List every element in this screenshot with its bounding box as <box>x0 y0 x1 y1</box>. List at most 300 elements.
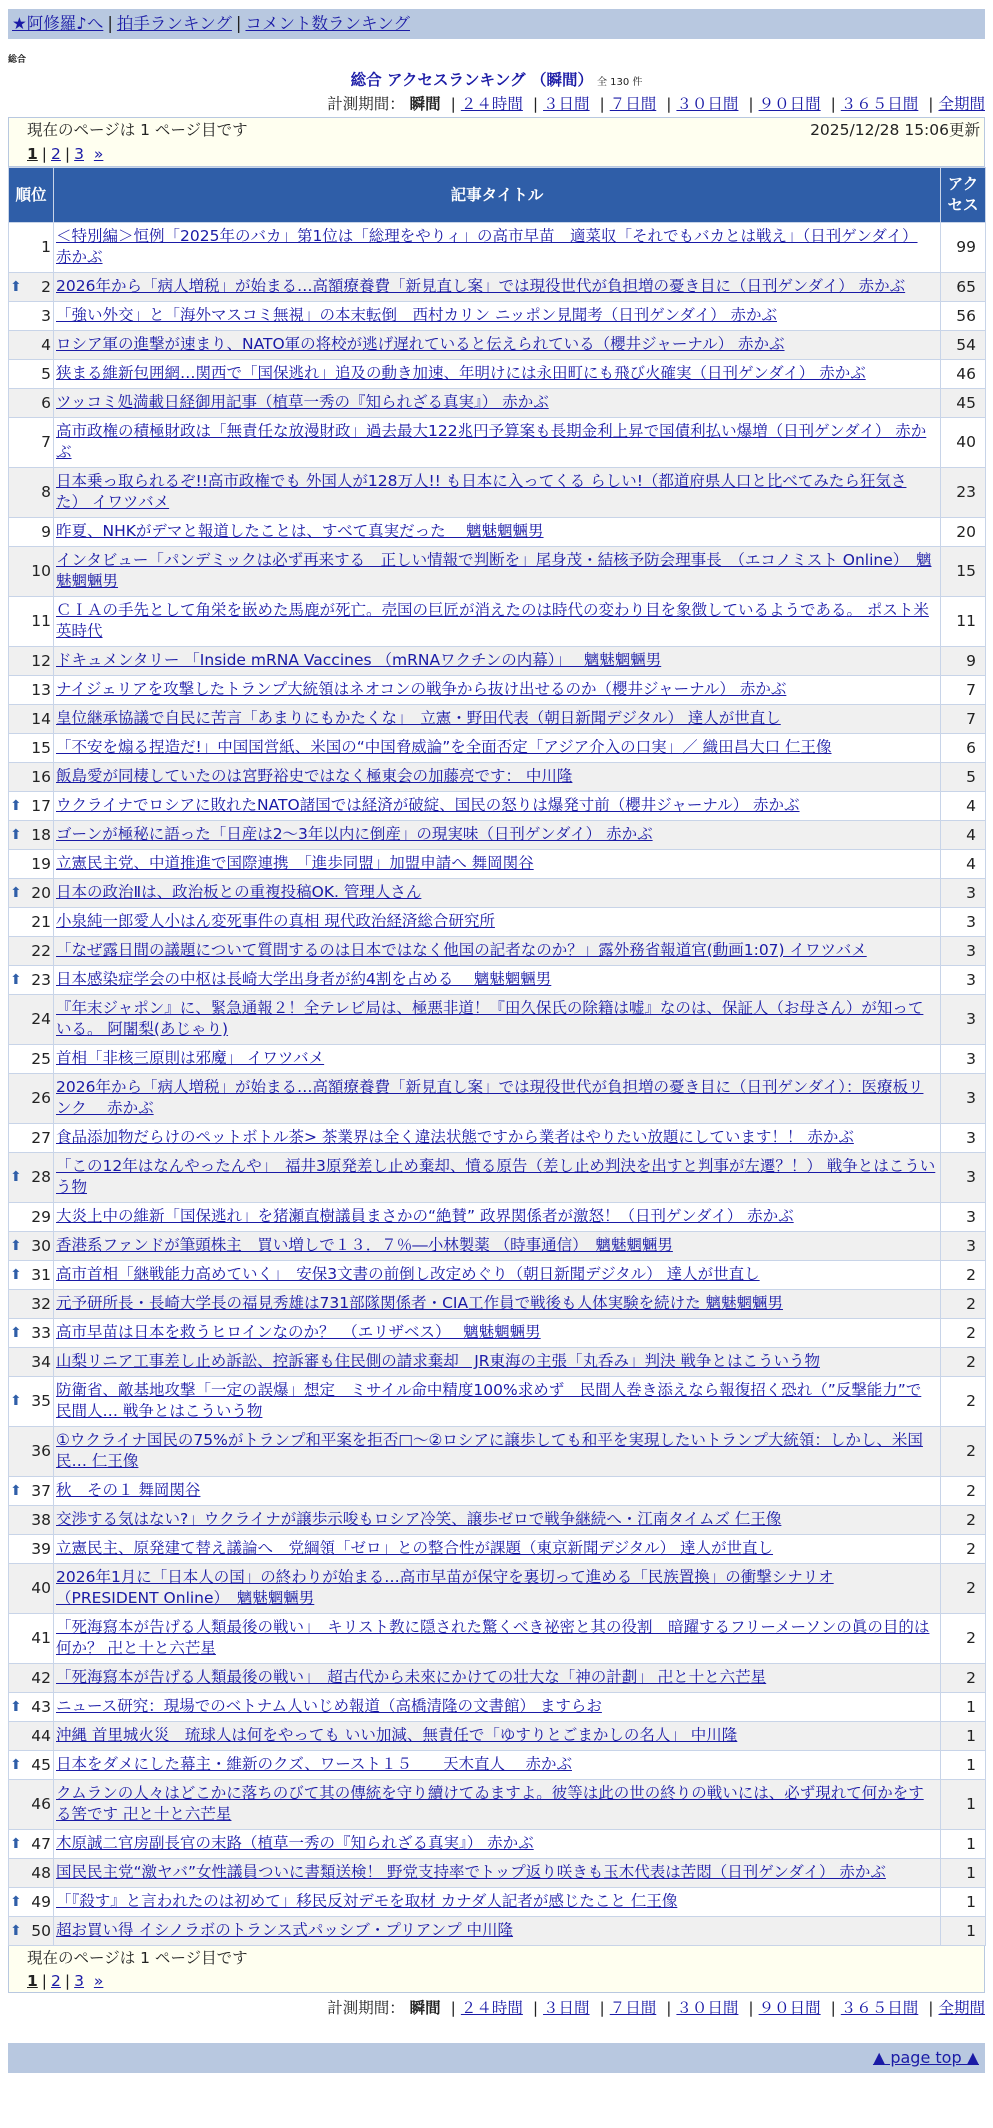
rank-cell <box>9 1203 54 1232</box>
table-row <box>9 647 986 676</box>
period-link-3d[interactable]: ３日間 <box>543 95 590 113</box>
access-count: 2 <box>941 1564 986 1614</box>
article-title-link[interactable]: ウクライナでロシアに敗れたNATO諸国では経済が破綻、国民の怒りは爆発寸前（櫻井ジャーナル） 赤かぶ <box>56 796 800 814</box>
table-row <box>9 966 986 995</box>
table-row <box>9 1203 986 1232</box>
table-row <box>9 597 986 647</box>
access-count: 40 <box>941 418 986 468</box>
total-count: 全 130 件 <box>596 77 643 88</box>
article-title-link[interactable]: 『年末ジャポン』に、緊急通報２！全テレビ局は、極悪非道！『田久保氏の除籍は嘘』なのは、保証人（お母さん）が知っている。 阿闍梨(あじゃり) <box>56 999 924 1038</box>
article-title-link[interactable]: 高市早苗は日本を救うヒロインなのか？ （エリザベス） 魑魅魍魎男 <box>56 1323 541 1341</box>
rank-cell <box>9 1377 54 1427</box>
rank-number: 47 <box>31 1834 51 1853</box>
title-cell <box>54 1232 941 1261</box>
access-count: 65 <box>941 273 986 302</box>
access-count: 3 <box>941 908 986 937</box>
table-row <box>9 1319 986 1348</box>
access-count: 1 <box>941 1917 986 1946</box>
article-title-link[interactable]: 立憲民主党、中道推進で国際連携 「進歩同盟」加盟申請へ 舞岡関谷 <box>56 854 534 872</box>
rank-number: 5 <box>41 364 51 383</box>
article-title-link[interactable]: インタビュー「パンデミックは必ず再来する 正しい情報で判断を」尾身茂・結核予防会理事長 （エコノミスト Online） 魑魅魍魎男 <box>56 551 932 590</box>
rank-number: 45 <box>31 1755 51 1774</box>
page-top-link[interactable]: ▲ page top ▲ <box>872 2048 979 2067</box>
period-selector-top <box>8 91 985 117</box>
rank-number: 33 <box>31 1323 51 1342</box>
title-cell <box>54 1261 941 1290</box>
title-cell <box>54 1506 941 1535</box>
table-row <box>9 418 986 468</box>
title-cell <box>54 1290 941 1319</box>
title-cell <box>54 468 941 518</box>
title-cell <box>54 1693 941 1722</box>
period-link-365d[interactable]: ３６５日間 <box>840 95 919 113</box>
table-row <box>9 850 986 879</box>
access-count: 99 <box>941 223 986 273</box>
rank-cell <box>9 763 54 792</box>
separator: | <box>235 14 242 33</box>
rank-number: 29 <box>31 1207 51 1226</box>
rank-number: 35 <box>31 1392 51 1410</box>
rank-cell <box>9 676 54 705</box>
article-title-link[interactable]: ＣＩＡの手先として角栄を嵌めた馬鹿が死亡。売国の巨匠が消えたのは時代の変わり目を象徴しているようである。 ポスト米英時代 <box>56 601 929 640</box>
access-count: 3 <box>941 966 986 995</box>
pager-current-page: 1 <box>27 145 38 163</box>
top-link-applause-ranking[interactable]: 拍手ランキング <box>116 14 232 33</box>
rank-up-arrow-icon: ⬆ <box>10 1922 22 1939</box>
table-row <box>9 1614 986 1664</box>
article-title-link[interactable]: 香港系ファンドが筆頭株主 買い増しで１３．７％―小林製薬 （時事通信） 魑魅魍魎男 <box>56 1236 673 1254</box>
rank-number: 37 <box>31 1481 51 1500</box>
article-title-link[interactable]: 日本感染症学会の中枢は長崎大学出身者が約4割を占める 魑魅魍魎男 <box>56 970 552 988</box>
rank-up-arrow-icon: ⬆ <box>10 1266 22 1283</box>
title-cell <box>54 850 941 879</box>
rank-cell <box>9 389 54 418</box>
rank-cell <box>9 331 54 360</box>
pager-current-page: 1 <box>27 1972 38 1990</box>
top-link-comment-ranking[interactable]: コメント数ランキング <box>245 14 410 33</box>
table-row <box>9 676 986 705</box>
article-title-link[interactable]: 「強い外交」と「海外マスコミ無視」の本末転倒 西村カリン ニッポン見聞考（日刊ゲンダイ） 赤かぶ <box>56 306 777 324</box>
category-label: 総合 <box>8 55 27 65</box>
article-title-link[interactable]: 防衛省、敵基地攻撃「一定の誤爆」想定 ミサイル命中精度100%求めず 民間人巻き添えなら報復招く恐れ（”反撃能力”で民間人… 戦争とはこういう物 <box>56 1381 922 1420</box>
table-row <box>9 1290 986 1319</box>
rank-number: 40 <box>31 1579 51 1597</box>
article-title-link[interactable]: ＜特別編＞恒例「2025年のバカ」第1位は「総理をやりィ」の高市早苗 適菜収「それでもバカとは戦え」（日刊ゲンダイ） 赤かぶ <box>56 227 918 266</box>
table-row <box>9 792 986 821</box>
period-current: 瞬間 <box>409 1999 441 2017</box>
table-header-row <box>9 168 986 223</box>
period-label: 計測期間： <box>327 95 405 113</box>
separator: | <box>450 1999 456 2017</box>
header-count: アクセス <box>941 168 986 223</box>
access-count: 4 <box>941 792 986 821</box>
rank-number: 21 <box>31 912 51 931</box>
access-count: 2 <box>941 1664 986 1693</box>
rank-number: 16 <box>31 767 51 786</box>
period-current: 瞬間 <box>409 95 441 113</box>
access-count: 4 <box>941 850 986 879</box>
article-title-link[interactable]: 立憲民主、原発建て替え議論へ 党綱領「ゼロ」との整合性が課題（東京新聞デジタル） 達人が世直し <box>56 1539 774 1557</box>
ranking-title: 総合 アクセスランキング （瞬間） <box>350 71 593 89</box>
title-cell <box>54 1203 941 1232</box>
table-row <box>9 1693 986 1722</box>
title-cell <box>54 597 941 647</box>
title-cell <box>54 879 941 908</box>
access-count: 1 <box>941 1722 986 1751</box>
title-cell <box>54 937 941 966</box>
period-link-90d[interactable]: ９０日間 <box>758 95 821 113</box>
access-count: 1 <box>941 1888 986 1917</box>
rank-number: 1 <box>41 238 51 256</box>
rank-number: 43 <box>31 1697 51 1716</box>
rank-cell <box>9 937 54 966</box>
period-link-all[interactable]: 全期間 <box>938 95 985 113</box>
rank-cell <box>9 705 54 734</box>
period-link-all[interactable]: 全期間 <box>938 1999 985 2017</box>
separator: | <box>928 95 934 113</box>
separator: | <box>532 95 539 113</box>
pager-link-page-3[interactable]: 3 <box>74 145 85 163</box>
title-cell <box>54 223 941 273</box>
separator: | <box>748 95 754 113</box>
article-title-link[interactable]: 山梨リニア工事差し止め訴訟、控訴審も住民側の請求棄却 JR東海の主張「丸呑み」判決 戦争とはこういう物 <box>56 1352 820 1370</box>
pager-link-page-3[interactable]: 3 <box>74 1972 85 1990</box>
table-row <box>9 763 986 792</box>
article-title-link[interactable]: 食品添加物だらけのペットボトル茶> 茶業界は全く違法状態ですから業者はやりたい放題にしています！！ 赤かぶ <box>56 1128 854 1146</box>
article-title-link[interactable]: 皇位継承協議で自民に苦言「あまりにもかたくな」 立憲・野田代表（朝日新聞デジタル） 達人が世直し <box>56 709 781 727</box>
article-title-link[interactable]: 高市政権の積極財政は「無責任な放漫財政」過去最大122兆円予算案も長期金利上昇で国債利払い爆増（日刊ゲンダイ） 赤かぶ <box>56 422 927 461</box>
table-row <box>9 360 986 389</box>
table-row <box>9 879 986 908</box>
access-count: 54 <box>941 331 986 360</box>
period-link-30d[interactable]: ３０日間 <box>676 95 739 113</box>
rank-number: 24 <box>31 1010 51 1028</box>
footer-bar <box>8 2043 985 2073</box>
title-cell <box>54 676 941 705</box>
access-count: 2 <box>941 1477 986 1506</box>
access-count: 20 <box>941 518 986 547</box>
rank-cell <box>9 995 54 1045</box>
separator: | <box>450 95 456 113</box>
rank-number: 27 <box>31 1128 51 1147</box>
access-count: 1 <box>941 1780 986 1830</box>
pager-link-page-2[interactable]: 2 <box>51 145 61 163</box>
table-row <box>9 273 986 302</box>
article-title-link[interactable]: 「この12年はなんやったんや」 福井3原発差し止め棄却、憤る原告（差し止め判決を出すと判事が左遷？！） 戦争とはこういう物 <box>56 1157 936 1196</box>
separator: | <box>64 145 71 163</box>
pager-next-link[interactable]: » <box>93 1972 104 1990</box>
table-row <box>9 1348 986 1377</box>
access-count: 56 <box>941 302 986 331</box>
period-link-24h[interactable]: ２４時間 <box>460 95 523 113</box>
table-row <box>9 1261 986 1290</box>
title-cell <box>54 518 941 547</box>
separator: | <box>599 95 605 113</box>
rank-number: 9 <box>41 522 51 541</box>
rank-up-arrow-icon: ⬆ <box>10 278 22 295</box>
article-title-link[interactable]: 2026年から「病人増税」が始まる…高額療養費「新見直し案」では現役世代が負担増の憂き目に（日刊ゲンダイ）：医療板リンク 赤かぶ <box>56 1078 924 1117</box>
separator: | <box>928 1999 934 2017</box>
title-cell <box>54 547 941 597</box>
article-title-link[interactable]: 昨夏、NHKがデマと報道したことは、すべて真実だった 魑魅魍魎男 <box>56 522 544 540</box>
rank-up-arrow-icon: ⬆ <box>10 1237 22 1254</box>
table-row <box>9 937 986 966</box>
article-title-link[interactable]: 「死海寫本が告げる人類最後の戦い」 キリスト教に隠された驚くべき祕密と其の役割 暗躍するフリーメーソンの眞の目的は何か？ 卍と十と六芒星 <box>56 1618 930 1657</box>
separator: | <box>599 1999 605 2017</box>
article-title-link[interactable]: 高市首相「継戦能力高めていく」 安保3文書の前倒し改定めぐり（朝日新聞デジタル） 達人が世直し <box>56 1265 760 1283</box>
article-title-link[interactable]: 2026年1月に「日本人の国」の終わりが始まる…高市早苗が保守を裏切って進める「民族置換」の衝撃シナリオ （PRESIDENT Online） 魑魅魍魎男 <box>56 1568 834 1607</box>
rank-cell <box>9 1614 54 1664</box>
article-title-link[interactable]: ドキュメンタリー 「Inside mRNA Vaccines （mRNAワクチンの内幕）」 魑魅魍魎男 <box>56 651 662 669</box>
article-title-link[interactable]: 沖縄 首里城火災 琉球人は何をやっても いい加減、無責任で「ゆすりとごまかしの名人」 中川隆 <box>56 1726 738 1744</box>
rank-number: 2 <box>41 277 51 296</box>
title-cell <box>54 1427 941 1477</box>
period-selector-bottom <box>8 1995 985 2021</box>
pager-bottom <box>9 1970 984 1992</box>
pager-next-link[interactable]: » <box>93 145 104 163</box>
table-row <box>9 1506 986 1535</box>
period-link-7d[interactable]: ７日間 <box>609 1999 657 2017</box>
article-title-link[interactable]: 国民民主党“激ヤバ”女性議員ついに書類送検！ 野党支持率でトップ返り咲きも玉木代表は苦悶（日刊ゲンダイ） 赤かぶ <box>56 1863 886 1881</box>
article-title-link[interactable]: 交渉する気はない?」ウクライナが譲歩示唆もロシア冷笑、譲歩ゼロで戦争継続へ・江南タイムズ 仁王像 <box>56 1510 782 1528</box>
article-title-link[interactable]: 小泉純一郎愛人小はん変死事件の真相 現代政治経済総合研究所 <box>56 912 495 930</box>
rank-number: 15 <box>31 738 51 757</box>
access-count: 3 <box>941 995 986 1045</box>
rank-cell <box>9 597 54 647</box>
access-count: 2 <box>941 1290 986 1319</box>
separator: | <box>64 1972 71 1990</box>
rank-cell <box>9 734 54 763</box>
rank-cell <box>9 468 54 518</box>
article-title-link[interactable]: 首相「非核三原則は邪魔」 イワツバメ <box>56 1049 325 1067</box>
top-nav-bar <box>8 9 985 39</box>
article-title-link[interactable]: 「『殺す』と言われたのは初めて」移民反対デモを取材 カナダ人記者が感じたこと 仁王像 <box>56 1892 678 1910</box>
article-title-link[interactable]: ゴーンが極秘に語った「日産は2～3年以内に倒産」の現実味（日刊ゲンダイ） 赤かぶ <box>56 825 653 843</box>
title-cell <box>54 418 941 468</box>
table-row <box>9 1751 986 1780</box>
access-count: 2 <box>941 1506 986 1535</box>
title-cell <box>54 1535 941 1564</box>
rank-number: 31 <box>31 1265 51 1284</box>
rank-number: 49 <box>31 1892 51 1911</box>
article-title-link[interactable]: 元予研所長・長崎大学長の福見秀雄は731部隊関係者・CIA工作員で戦後も人体実験を続けた 魑魅魍魎男 <box>56 1294 784 1312</box>
article-title-link[interactable]: クムランの人々はどこかに落ちのびて其の傳統を守り續けてゐますよ。彼等は此の世の終りの戦いには、必ず現れて何かをする筈です 卍と十と六芒星 <box>56 1784 924 1823</box>
article-title-link[interactable]: 大炎上中の維新「国保逃れ」を猪瀬直樹議員まさかの“絶賛” 政界関係者が激怒！（日刊ゲンダイ） 赤かぶ <box>56 1207 794 1225</box>
rank-cell <box>9 1153 54 1203</box>
access-count: 3 <box>941 1124 986 1153</box>
article-title-link[interactable]: 日本をダメにした幕主・維新のクズ、ワースト１５ 天木直人 赤かぶ <box>56 1755 572 1773</box>
rank-cell <box>9 1319 54 1348</box>
article-title-link[interactable]: ナイジェリアを攻撃したトランプ大統領はネオコンの戦争から抜け出せるのか（櫻井ジャーナル） 赤かぶ <box>56 680 787 698</box>
rank-up-arrow-icon: ⬆ <box>10 826 22 843</box>
title-cell <box>54 763 941 792</box>
rank-up-arrow-icon: ⬆ <box>10 1324 22 1341</box>
rank-number: 13 <box>31 680 51 699</box>
pager-link-page-2[interactable]: 2 <box>51 1972 61 1990</box>
article-title-link[interactable]: 飯島愛が同棲していたのは宮野裕史ではなく極東会の加藤亮です： 中川隆 <box>56 767 573 785</box>
article-title-link[interactable]: ロシア軍の進撃が速まり、NATO軍の将校が逃げ遅れていると伝えられている（櫻井ジャーナル） 赤かぶ <box>56 335 785 353</box>
rank-number: 26 <box>31 1089 51 1107</box>
rank-cell <box>9 1722 54 1751</box>
article-title-link[interactable]: 「死海寫本が告げる人類最後の戦い」 超古代から未來にかけての壮大な「神の計劃」 卍と十と六芒星 <box>56 1668 767 1686</box>
rank-cell <box>9 1917 54 1946</box>
rank-up-arrow-icon: ⬆ <box>10 884 22 901</box>
rank-number: 22 <box>31 941 51 960</box>
page-info-box <box>8 117 985 167</box>
access-count: 1 <box>941 1751 986 1780</box>
rank-cell <box>9 223 54 273</box>
article-title-link[interactable]: 「不安を煽る捏造だ!」中国国営紙、米国の“中国脅威論”を全面否定「アジア介入の口実」／ 織田昌大口 仁王像 <box>56 738 832 756</box>
rank-number: 41 <box>31 1629 51 1647</box>
table-row <box>9 1664 986 1693</box>
article-title-link[interactable]: 狭まる維新包囲網…関西で「国保逃れ」追及の動き加速、年明けには永田町にも飛び火確実（日刊ゲンダイ） 赤かぶ <box>56 364 866 382</box>
table-row <box>9 908 986 937</box>
rank-cell <box>9 879 54 908</box>
rank-number: 48 <box>31 1863 51 1882</box>
page-info-box-bottom <box>8 1946 985 1993</box>
rank-up-arrow-icon: ⬆ <box>10 1482 22 1499</box>
separator: | <box>830 95 836 113</box>
period-link-30d[interactable]: ３０日間 <box>676 1999 739 2017</box>
title-cell <box>54 1751 941 1780</box>
rank-number: 7 <box>41 433 51 451</box>
table-row <box>9 547 986 597</box>
rank-up-arrow-icon: ⬆ <box>10 971 22 988</box>
access-count: 1 <box>941 1830 986 1859</box>
article-title-link[interactable]: 「なぜ露日間の議題について質問するのは日本ではなく他国の記者なのか？」露外務省報道官(動画1:07) イワツバメ <box>56 941 867 959</box>
access-count: 2 <box>941 1427 986 1477</box>
period-link-3d[interactable]: ３日間 <box>543 1999 590 2017</box>
rank-cell <box>9 1045 54 1074</box>
title-cell <box>54 1917 941 1946</box>
title-cell <box>54 1074 941 1124</box>
table-row <box>9 1074 986 1124</box>
rank-cell <box>9 1664 54 1693</box>
rank-number: 19 <box>31 854 51 873</box>
period-link-365d[interactable]: ３６５日間 <box>840 1999 919 2017</box>
access-count: 1 <box>941 1859 986 1888</box>
access-count: 2 <box>941 1535 986 1564</box>
table-row <box>9 1564 986 1614</box>
article-title-link[interactable]: 秋 その１ 舞岡関谷 <box>56 1481 201 1499</box>
access-count: 5 <box>941 763 986 792</box>
rank-cell <box>9 850 54 879</box>
rank-number: 10 <box>31 562 51 580</box>
article-title-link[interactable]: 日本乗っ取られるぞ!!高市政権でも 外国人が128万人!! も日本に入ってくる らしい!（都道府県人口と比べてみたら狂気さた） イワツバメ <box>56 472 907 511</box>
access-count: 3 <box>941 1232 986 1261</box>
period-link-24h[interactable]: ２４時間 <box>460 1999 523 2017</box>
top-link-home[interactable]: ★阿修羅♪へ <box>12 14 104 33</box>
rank-cell <box>9 1348 54 1377</box>
access-count: 45 <box>941 389 986 418</box>
rank-cell <box>9 547 54 597</box>
table-row <box>9 1780 986 1830</box>
rank-number: 6 <box>41 393 51 412</box>
table-row <box>9 1153 986 1203</box>
title-cell <box>54 995 941 1045</box>
table-row <box>9 1535 986 1564</box>
period-label: 計測期間： <box>327 1999 405 2017</box>
separator: | <box>41 1972 48 1990</box>
title-cell <box>54 1614 941 1664</box>
access-count: 3 <box>941 1074 986 1124</box>
title-cell <box>54 1564 941 1614</box>
article-title-link[interactable]: 日本の政治Ⅱは、政治板との重複投稿OK. 管理人さん <box>56 883 422 901</box>
title-cell <box>54 734 941 763</box>
table-row <box>9 223 986 273</box>
title-cell <box>54 792 941 821</box>
rank-up-arrow-icon: ⬆ <box>10 1835 22 1852</box>
table-row <box>9 734 986 763</box>
access-count: 3 <box>941 1203 986 1232</box>
rank-number: 17 <box>31 796 51 815</box>
table-row <box>9 1722 986 1751</box>
rank-cell <box>9 1535 54 1564</box>
period-link-90d[interactable]: ９０日間 <box>758 1999 821 2017</box>
article-title-link[interactable]: 木原誠二官房副長官の末路（植草一秀の『知られざる真実』） 赤かぶ <box>56 1834 534 1852</box>
rank-number: 34 <box>31 1352 51 1371</box>
pager-top <box>9 142 984 166</box>
article-title-link[interactable]: 超お買い得 イシノラボのトランス式パッシブ・プリアンプ 中川隆 <box>56 1921 514 1939</box>
rank-number: 4 <box>41 335 51 354</box>
rank-cell <box>9 1859 54 1888</box>
rank-number: 25 <box>31 1049 51 1068</box>
access-count: 15 <box>941 547 986 597</box>
rank-up-arrow-icon: ⬆ <box>10 1169 22 1185</box>
table-row <box>9 518 986 547</box>
access-count: 11 <box>941 597 986 647</box>
title-cell <box>54 1045 941 1074</box>
title-cell <box>54 1319 941 1348</box>
period-link-7d[interactable]: ７日間 <box>609 95 657 113</box>
rank-number: 44 <box>31 1726 51 1745</box>
title-cell <box>54 647 941 676</box>
rank-number: 36 <box>31 1442 51 1460</box>
title-cell <box>54 908 941 937</box>
table-row <box>9 1232 986 1261</box>
access-count: 3 <box>941 937 986 966</box>
separator: | <box>666 95 672 113</box>
table-row <box>9 468 986 518</box>
rank-cell <box>9 1427 54 1477</box>
header-title: 記事タイトル <box>54 168 941 223</box>
rank-number: 30 <box>31 1236 51 1255</box>
rank-cell <box>9 1780 54 1830</box>
ranking-table <box>8 167 986 1946</box>
ranking-table-body <box>9 223 986 1946</box>
table-row <box>9 389 986 418</box>
article-title-link[interactable]: ニュース研究：現場でのベトナム人いじめ報道（高橋清隆の文書館） ますらお <box>56 1697 602 1715</box>
access-count: 4 <box>941 821 986 850</box>
title-cell <box>54 1377 941 1427</box>
access-count: 2 <box>941 1261 986 1290</box>
access-count: 3 <box>941 879 986 908</box>
rank-number: 42 <box>31 1668 51 1687</box>
rank-number: 14 <box>31 709 51 728</box>
table-row <box>9 821 986 850</box>
rank-number: 12 <box>31 651 51 670</box>
article-title-link[interactable]: 2026年から「病人増税」が始まる…高額療養費「新見直し案」では現役世代が負担増の憂き目に（日刊ゲンダイ） 赤かぶ <box>56 277 906 295</box>
rank-cell <box>9 302 54 331</box>
table-row <box>9 1377 986 1427</box>
separator: | <box>748 1999 754 2017</box>
rank-up-arrow-icon: ⬆ <box>10 797 22 814</box>
title-cell <box>54 1722 941 1751</box>
article-title-link[interactable]: ①ウクライナ国民の75%がトランプ和平案を拒否□～②ロシアに譲歩しても和平を実現したいトランプ大統領：しかし、米国民… 仁王像 <box>56 1431 923 1470</box>
rank-number: 50 <box>31 1921 51 1940</box>
current-page-text-bottom: 現在のページは 1 ページ目です <box>27 1949 248 1967</box>
article-title-link[interactable]: ツッコミ処満載日経御用記事（植草一秀の『知られざる真実』） 赤かぶ <box>56 393 549 411</box>
